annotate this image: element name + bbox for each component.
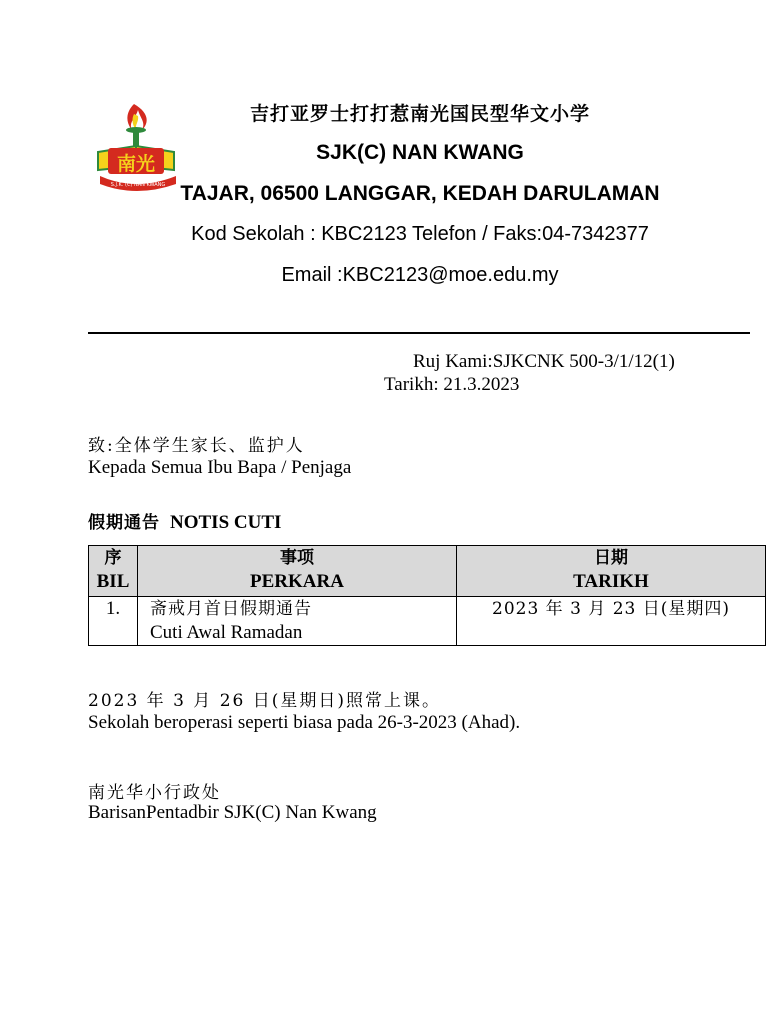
- column-header-perkara-cn: 事项: [280, 548, 314, 568]
- column-header-perkara-ms: PERKARA: [250, 571, 344, 592]
- column-header-tarikh: [457, 546, 766, 597]
- cell-perkara-malay: Cuti Awal Ramadan: [150, 622, 303, 643]
- column-header-tarikh-cn: 日期: [594, 548, 628, 568]
- signatory-malay: BarisanPentadbir SJK(C) Nan Kwang: [88, 802, 377, 823]
- resume-notice-chinese: 2023 年 3 月 26 日(星期日)照常上课。: [88, 691, 441, 711]
- notice-title: [88, 508, 281, 534]
- cell-bil: 1.: [89, 597, 138, 646]
- column-header-tarikh-ms: TARIKH: [573, 571, 649, 592]
- column-header-bil: [89, 546, 138, 597]
- notice-title-chinese: 假期通告: [88, 513, 160, 533]
- school-address: TAJAR, 06500 LANGGAR, KEDAH DARULAMAN: [180, 182, 660, 205]
- school-name-chinese: 吉打亚罗士打打惹南光国民型华文小学: [249, 103, 590, 125]
- signatory-chinese: 南光华小行政处: [88, 783, 221, 803]
- table-row: [89, 597, 766, 646]
- notice-title-malay: NOTIS CUTI: [170, 512, 282, 533]
- logo-characters: 南光: [116, 153, 156, 175]
- column-header-perkara: [138, 546, 457, 597]
- column-header-bil-ms: BIL: [96, 571, 130, 592]
- letter-date: Tarikh: 21.3.2023: [384, 374, 520, 395]
- cell-perkara-chinese: 斋戒月首日假期通告: [150, 599, 312, 619]
- table-header-row: [89, 546, 766, 597]
- logo-ribbon-text: S.J.K. (C) NAN KWANG: [110, 182, 166, 188]
- recipient-chinese: 致:全体学生家长、监护人: [88, 436, 305, 456]
- school-name: SJK(C) NAN KWANG: [316, 141, 524, 164]
- cell-perkara: [138, 597, 457, 646]
- column-header-bil-cn: 序: [104, 548, 122, 568]
- holiday-table: [88, 545, 766, 646]
- reference-number: Ruj Kami:SJKCNK 500-3/1/12(1): [413, 351, 675, 372]
- cell-tarikh: 2023 年 3 月 23 日(星期四): [457, 597, 766, 646]
- school-contact: Kod Sekolah : KBC2123 Telefon / Faks:04-7342377: [191, 223, 649, 245]
- school-email: Email :KBC2123@moe.edu.my: [281, 264, 559, 286]
- recipient-malay: Kepada Semua Ibu Bapa / Penjaga: [88, 457, 352, 478]
- header-divider: [88, 332, 750, 334]
- resume-notice-malay: Sekolah beroperasi seperti biasa pada 26-3-2023 (Ahad).: [88, 712, 521, 733]
